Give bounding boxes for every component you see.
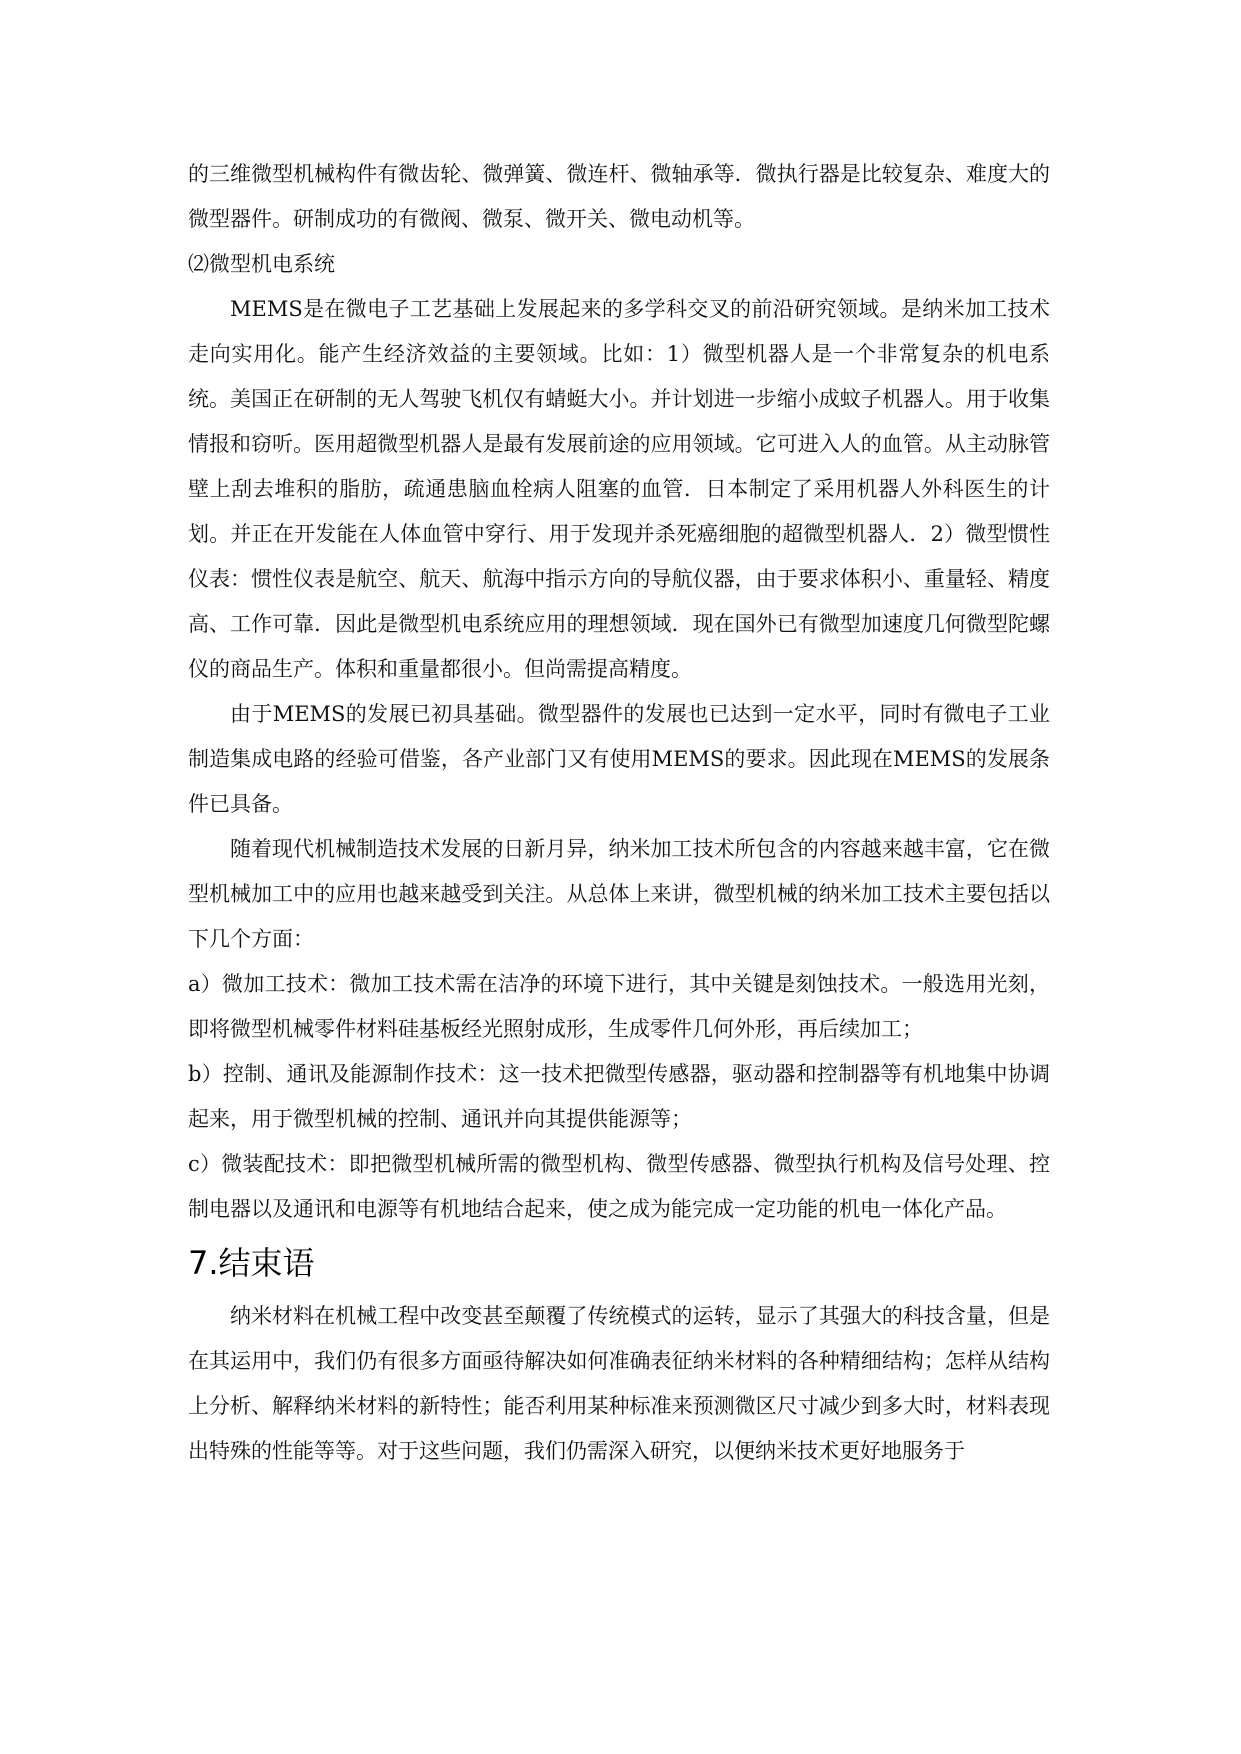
paragraph-mems-development: 由于MEMS的发展已初具基础。微型器件的发展也已达到一定水平，同时有微电子工业制造集成电路的经验可借鉴，各产业部门又有使用MEMS的要求。因此现在MEMS的发展条件已具备。	[188, 702, 1050, 816]
list-item-control-communication: b）控制、通讯及能源制作技术：这一技术把微型传感器，驱动器和控制器等有机地集中协调起来，用于微型机械的控制、通讯并向其提供能源等；	[188, 1062, 1050, 1131]
list-item-micro-assembly: c）微装配技术：即把微型机械所需的微型机构、微型传感器、微型执行机构及信号处理、控制电器以及通讯和电源等有机地结合起来，使之成为能完成一定功能的机电一体化产品。	[188, 1152, 1050, 1221]
paragraph-nano-machining: 随着现代机械制造技术发展的日新月异，纳米加工技术所包含的内容越来越丰富，它在微型机械加工中的应用也越来越受到关注。从总体上来讲，微型机械的纳米加工技术主要包括以下几个方面：	[188, 837, 1050, 951]
subsection-title-mems: ⑵微型机电系统	[188, 252, 335, 276]
paragraph-mems-intro: MEMS是在微电子工艺基础上发展起来的多学科交叉的前沿研究领域。是纳米加工技术走向实用化。能产生经济效益的主要领域。比如：1）微型机器人是一个非常复杂的机电系统。美国正在研制的无人驾驶飞机仅有蜻蜓大小。并计划进一步缩小成蚊子机器人。用于收集情报和窃听。医用超微型机器人是最有发展前途的应用领域。它可进入人的血管。从主动脉管壁上刮去堆积的脂肪，疏通患脑血栓病人阻塞的血管．日本制定了采用机器人外科医生的计划。并正在开发能在人体血管中穿行、用于发现并杀死癌细胞的超微型机器人．2）微型惯性仪表：惯性仪表是航空、航天、航海中指示方向的导航仪器，由于要求体积小、重量轻、精度高、工作可靠．因此是微型机电系统应用的理想领域．现在国外已有微型加速度几何微型陀螺仪的商品生产。体积和重量都很小。但尚需提高精度。	[188, 297, 1050, 681]
list-item-micromachining: a）微加工技术：微加工技术需在洁净的环境下进行，其中关键是刻蚀技术。一般选用光刻，即将微型机械零件材料硅基板经光照射成形，生成零件几何外形，再后续加工；	[188, 972, 1050, 1041]
paragraph-continuation: 的三维微型机械构件有微齿轮、微弹簧、微连杆、微轴承等．微执行器是比较复杂、难度大的微型器件。研制成功的有微阀、微泵、微开关、微电动机等。	[188, 162, 1050, 231]
document-body	[188, 152, 1050, 1474]
section-heading-conclusion: 7.结束语	[188, 1244, 315, 1282]
paragraph-conclusion: 纳米材料在机械工程中改变甚至颠覆了传统模式的运转，显示了其强大的科技含量，但是在其运用中，我们仍有很多方面亟待解决如何准确表征纳米材料的各种精细结构；怎样从结构上分析、解释纳米材料的新特性；能否利用某种标准来预测微区尺寸减少到多大时，材料表现出特殊的性能等等。对于这些问题，我们仍需深入研究，以便纳米技术更好地服务于	[188, 1304, 1050, 1463]
